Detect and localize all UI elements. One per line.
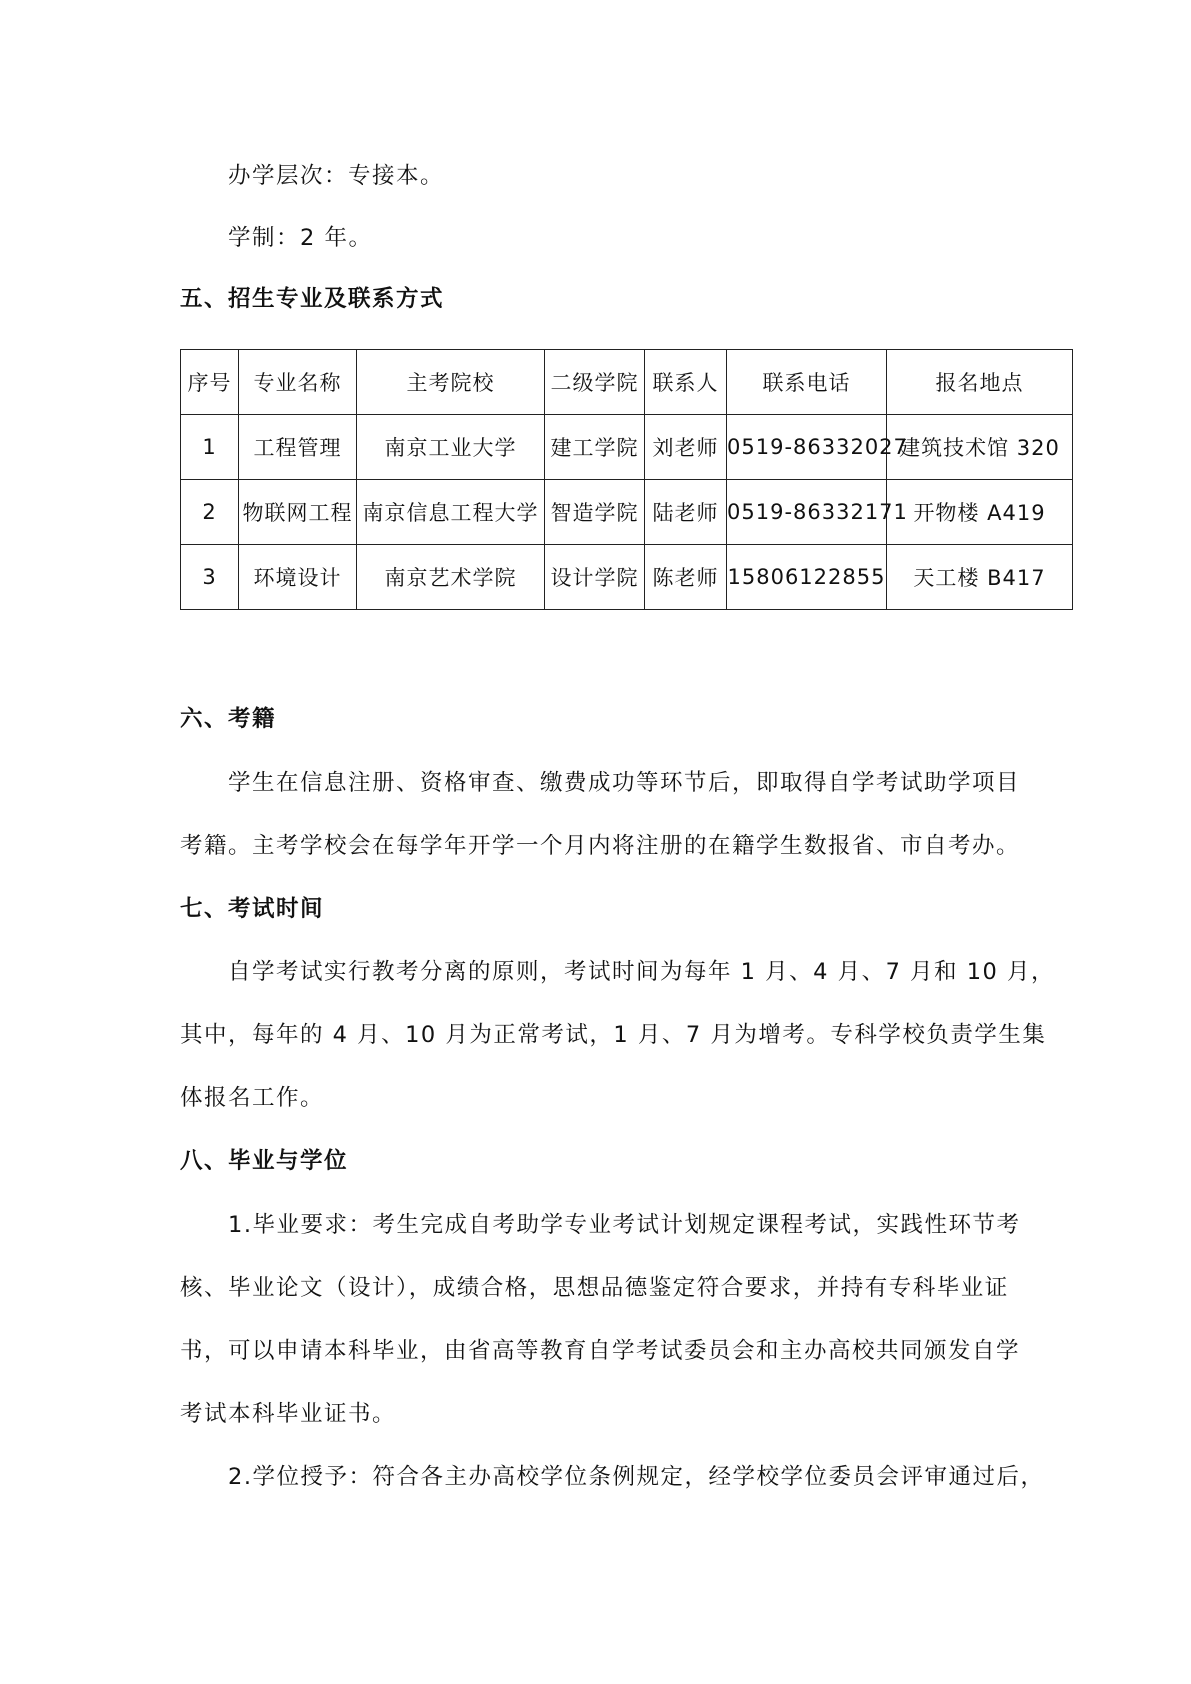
paragraph-line: 考试本科毕业证书。 xyxy=(180,1401,397,1427)
cell-major: 物联网工程 xyxy=(239,480,357,545)
header-cell-location: 报名地点 xyxy=(887,350,1073,415)
paragraph-line: 体报名工作。 xyxy=(180,1085,325,1111)
paragraph-line: 自学考试实行教考分离的原则，考试时间为每年 1 月、4 月、7 月和 10 月， xyxy=(228,959,1055,985)
cell-college: 智造学院 xyxy=(545,480,645,545)
cell-college: 设计学院 xyxy=(545,545,645,610)
header-cell-index: 序号 xyxy=(181,350,239,415)
cell-phone: 0519-86332171 xyxy=(727,480,887,545)
header-cell-college: 二级学院 xyxy=(545,350,645,415)
header-cell-phone: 联系电话 xyxy=(727,350,887,415)
cell-location: 开物楼 A419 xyxy=(887,480,1073,545)
cell-contact: 陈老师 xyxy=(645,545,727,610)
cell-university: 南京信息工程大学 xyxy=(357,480,545,545)
paragraph-line: 1.毕业要求：考生完成自考助学专业考试计划规定课程考试，实践性环节考 xyxy=(228,1212,1021,1238)
cell-major: 工程管理 xyxy=(239,415,357,480)
cell-major: 环境设计 xyxy=(239,545,357,610)
header-cell-university: 主考院校 xyxy=(357,350,545,415)
cell-phone: 0519-86332027 xyxy=(727,415,887,480)
cell-index: 3 xyxy=(181,545,239,610)
section-5-heading: 五、招生专业及联系方式 xyxy=(180,286,445,312)
table-row xyxy=(181,480,1073,545)
table-row xyxy=(181,545,1073,610)
cell-index: 2 xyxy=(181,480,239,545)
paragraph-line: 学生在信息注册、资格审查、缴费成功等环节后，即取得自学考试助学项目 xyxy=(228,770,1021,796)
section-7-heading: 七、考试时间 xyxy=(180,896,325,922)
paragraph-line: 2.学位授予：符合各主办高校学位条例规定，经学校学位委员会评审通过后， xyxy=(228,1464,1045,1490)
paragraph-duration: 学制：2 年。 xyxy=(228,225,373,251)
section-8-heading: 八、毕业与学位 xyxy=(180,1148,349,1174)
paragraph-line: 考籍。主考学校会在每学年开学一个月内将注册的在籍学生数报省、市自考办。 xyxy=(180,833,1021,859)
cell-location: 天工楼 B417 xyxy=(887,545,1073,610)
table-header-row xyxy=(181,350,1073,415)
cell-location: 建筑技术馆 320 xyxy=(887,415,1073,480)
header-cell-major: 专业名称 xyxy=(239,350,357,415)
cell-phone: 15806122855 xyxy=(727,545,887,610)
paragraph-line: 书，可以申请本科毕业，由省高等教育自学考试委员会和主办高校共同颁发自学 xyxy=(180,1338,1021,1364)
cell-university: 南京工业大学 xyxy=(357,415,545,480)
cell-contact: 陆老师 xyxy=(645,480,727,545)
cell-university: 南京艺术学院 xyxy=(357,545,545,610)
paragraph-education-level: 办学层次：专接本。 xyxy=(228,163,445,189)
section-6-heading: 六、考籍 xyxy=(180,706,277,732)
cell-contact: 刘老师 xyxy=(645,415,727,480)
cell-college: 建工学院 xyxy=(545,415,645,480)
paragraph-line: 核、毕业论文（设计），成绩合格，思想品德鉴定符合要求，并持有专科毕业证 xyxy=(180,1275,1009,1301)
cell-index: 1 xyxy=(181,415,239,480)
paragraph-line: 其中，每年的 4 月、10 月为正常考试，1 月、7 月为增考。专科学校负责学生集 xyxy=(180,1022,1047,1048)
header-cell-contact: 联系人 xyxy=(645,350,727,415)
table-row xyxy=(181,415,1073,480)
enrollment-contact-table xyxy=(180,349,1073,610)
